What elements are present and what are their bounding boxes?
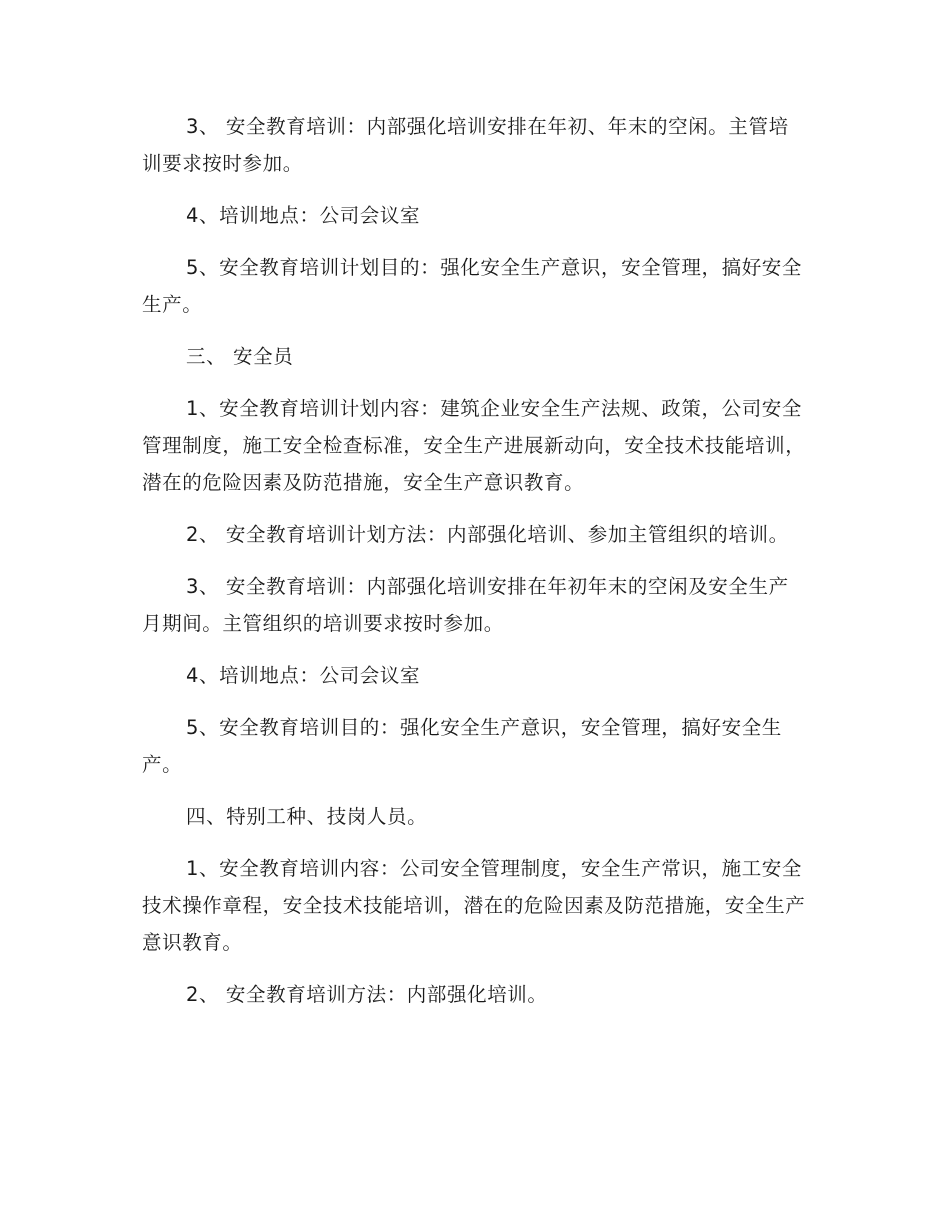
paragraph-training-content: 1、安全教育培训计划内容：建筑企业安全生产法规、政策，公司安全管理制度，施工安全检查标准，安全生产进展新动向，安全技术技能培训，潜在的危险因素及防范措施，安全生产意识教育。 xyxy=(142,397,806,494)
paragraph-training-method: 2、 安全教育培训计划方法：内部强化培训、参加主管组织的培训。 xyxy=(186,523,789,546)
section-heading-safety-officer: 三、 安全员 xyxy=(186,345,294,368)
paragraph-item-3: 3、 安全教育培训：内部强化培训安排在年初、年末的空闲。主管培训要求按时参加。 xyxy=(142,115,789,175)
paragraph-training-purpose-2: 5、安全教育培训目的：强化安全生产意识，安全管理，搞好安全生产。 xyxy=(142,716,782,776)
paragraph-training-location: 4、培训地点：公司会议室 xyxy=(186,204,421,227)
document-page xyxy=(142,108,807,1028)
paragraph-training-purpose: 5、安全教育培训计划目的：强化安全生产意识，安全管理，搞好安全生产。 xyxy=(142,256,803,316)
paragraph-special-training-method: 2、 安全教育培训方法：内部强化培训。 xyxy=(186,983,548,1006)
paragraph-training-location-2: 4、培训地点：公司会议室 xyxy=(186,664,421,687)
paragraph-special-training-content: 1、安全教育培训内容：公司安全管理制度，安全生产常识，施工安全技术操作章程，安全技术技能培训，潜在的危险因素及防范措施，安全生产意识教育。 xyxy=(142,857,806,954)
paragraph-training-schedule: 3、 安全教育培训：内部强化培训安排在年初年末的空闲及安全生产月期间。主管组织的培训要求按时参加。 xyxy=(142,575,789,635)
section-heading-special-workers: 四、特别工种、技岗人员。 xyxy=(186,805,428,828)
